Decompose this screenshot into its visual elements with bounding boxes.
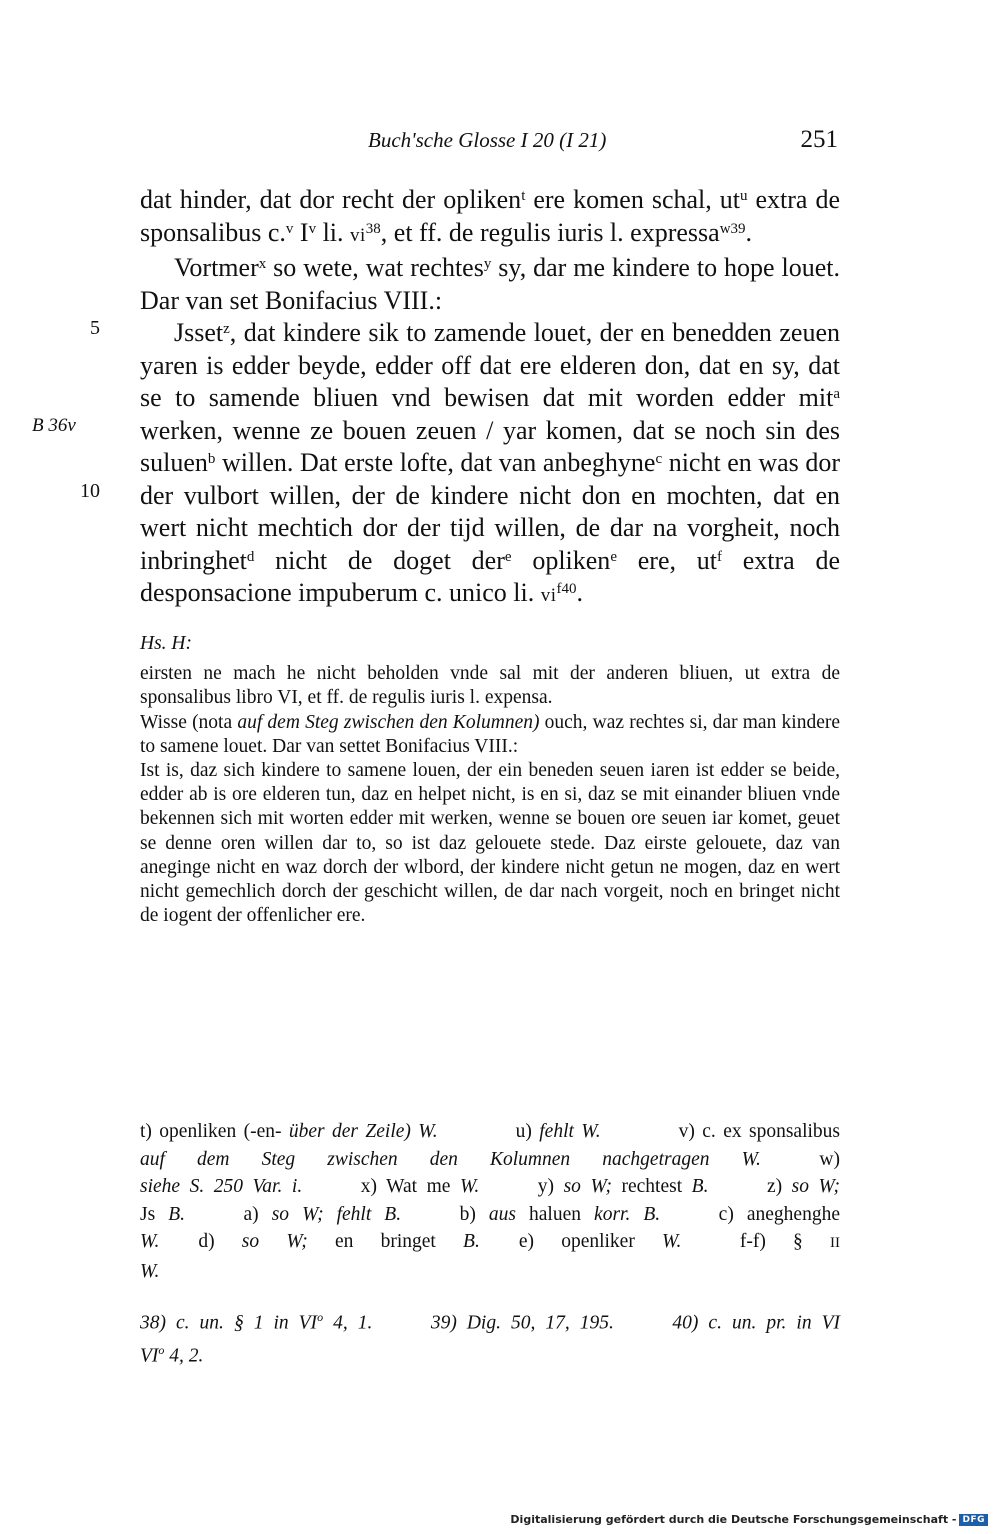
source-line-1: 38) c. un. § 1 in $VI^o$ 4, 1. 39) Dig. 50, 17, 195. 40) c. un. pr. in VI [140,1310,840,1334]
page-number: 251 [800,126,838,153]
critical-apparatus [140,1118,840,1286]
manuscript-folio-ref: B 36v [32,415,76,436]
apparatus-line-6: W. [140,1260,160,1282]
line-number-10: 10 [80,480,100,502]
source-notes [140,1304,840,1370]
variant-label: Hs. H: [140,633,192,654]
apparatus-line-3: siehe S. 250 Var. i. x) Wat me W. y) so W; rechtest B. z) so W; [140,1176,841,1198]
paragraph-3: Jsset$^z$, dat kindere sik to zamende louet, der en benedden zeuen yaren is edder beyde, edder off dat ere elderen don, dat en sy, dat se to samende bliuen vnd bewisen dat mit worden edder mit$^a$ werken, wenne ze bouen zeuen / yar komen, dat se noch sin des suluen$^b$ willen. Dat erste lofte, dat van anbeghyne$^c$ nicht en was dor der vulbort willen, der de kindere nicht don en mochten, dat en wert nicht mechtich dor der tijd willen, de dar na vorgheit, noch inbringhet$^d$ nicht de doget der$^e$ opliken$^e$ ere, $ut^f$ extra de desponsacione impuberum c. unico li. $vi^{f40}$. [140,318,840,607]
apparatus-line-5: W. d) so W; en bringet B. e) openliker W. f-f) § II [140,1231,840,1253]
dfg-funding-notice [510,1513,988,1526]
variant-line-2: Wisse (nota auf dem Steg zwischen den Kolumnen) ouch, waz rechtes si, dar man kindere to samene louet. Dar van settet Bonifacius VIII.: [140,711,840,757]
variant-text-hs-h [140,632,840,928]
running-head [140,128,838,162]
variant-line-1: eirsten ne mach he nicht beholden vnde sal mit der anderen bliuen, ut extra de sponsalibus libro VI, et ff. de regulis iuris l. expensa. [140,663,840,709]
apparatus-line-2: auf dem Steg zwischen den Kolumnen nachgetragen W. w) [140,1148,840,1170]
source-line-2: $VI^o$ 4, 2. [140,1343,204,1367]
line-number-5: 5 [90,317,100,339]
apparatus-line-4: Js B. a) so W; fehlt B. b) aus haluen korr. B. c) aneghenghe [140,1203,840,1225]
running-title: Buch'sche Glosse I 20 (I 21) [368,128,607,152]
variant-line-3: Ist is, daz sich kindere to samene louen, der ein beneden seuen iaren ist edder se beide, edder ab is ore elderen tun, daz en helpet nicht, is en si, daz se mit einander bliuen vnde bekennen sich mit worten edder mit werken, wenne se bouen ore seuen iar komet, geuet se denne oren willen dar to, so ist daz gelouete stede. Daz eirste gelouete, daz van aneginge nicht en waz dorch der wlbord, der kindere nicht getun ne mogen, daz en wert nicht gemechlich dorch der geschicht willen, de dar nach vorgeit, noch en bringet nicht de iogent der offenlicher ere. [140,760,840,927]
paragraph-1: dat hinder, dat dor recht der opliken$^t$ ere komen schal, $ut^u$ extra de sponsalibus c.$^v$ $I^v$ li. $vi^{38}$, et ff. de regulis iuris l. expressa$^{w39}$. [140,185,840,247]
main-text [140,184,840,613]
dfg-logo: DFG [959,1514,988,1526]
paragraph-2: Vortmer$^x$ so wete, wat rechtes$^y$ sy, dar me kindere to hope louet. Dar van set Bonifacius VIII.: [140,253,841,315]
dfg-notice-text: Digitalisierung gefördert durch die Deutsche Forschungsgemeinschaft - [510,1513,957,1526]
apparatus-line-1: t) openliken (-en- über der Zeile) W. u) fehlt W. v) c. ex sponsalibus [140,1121,840,1142]
